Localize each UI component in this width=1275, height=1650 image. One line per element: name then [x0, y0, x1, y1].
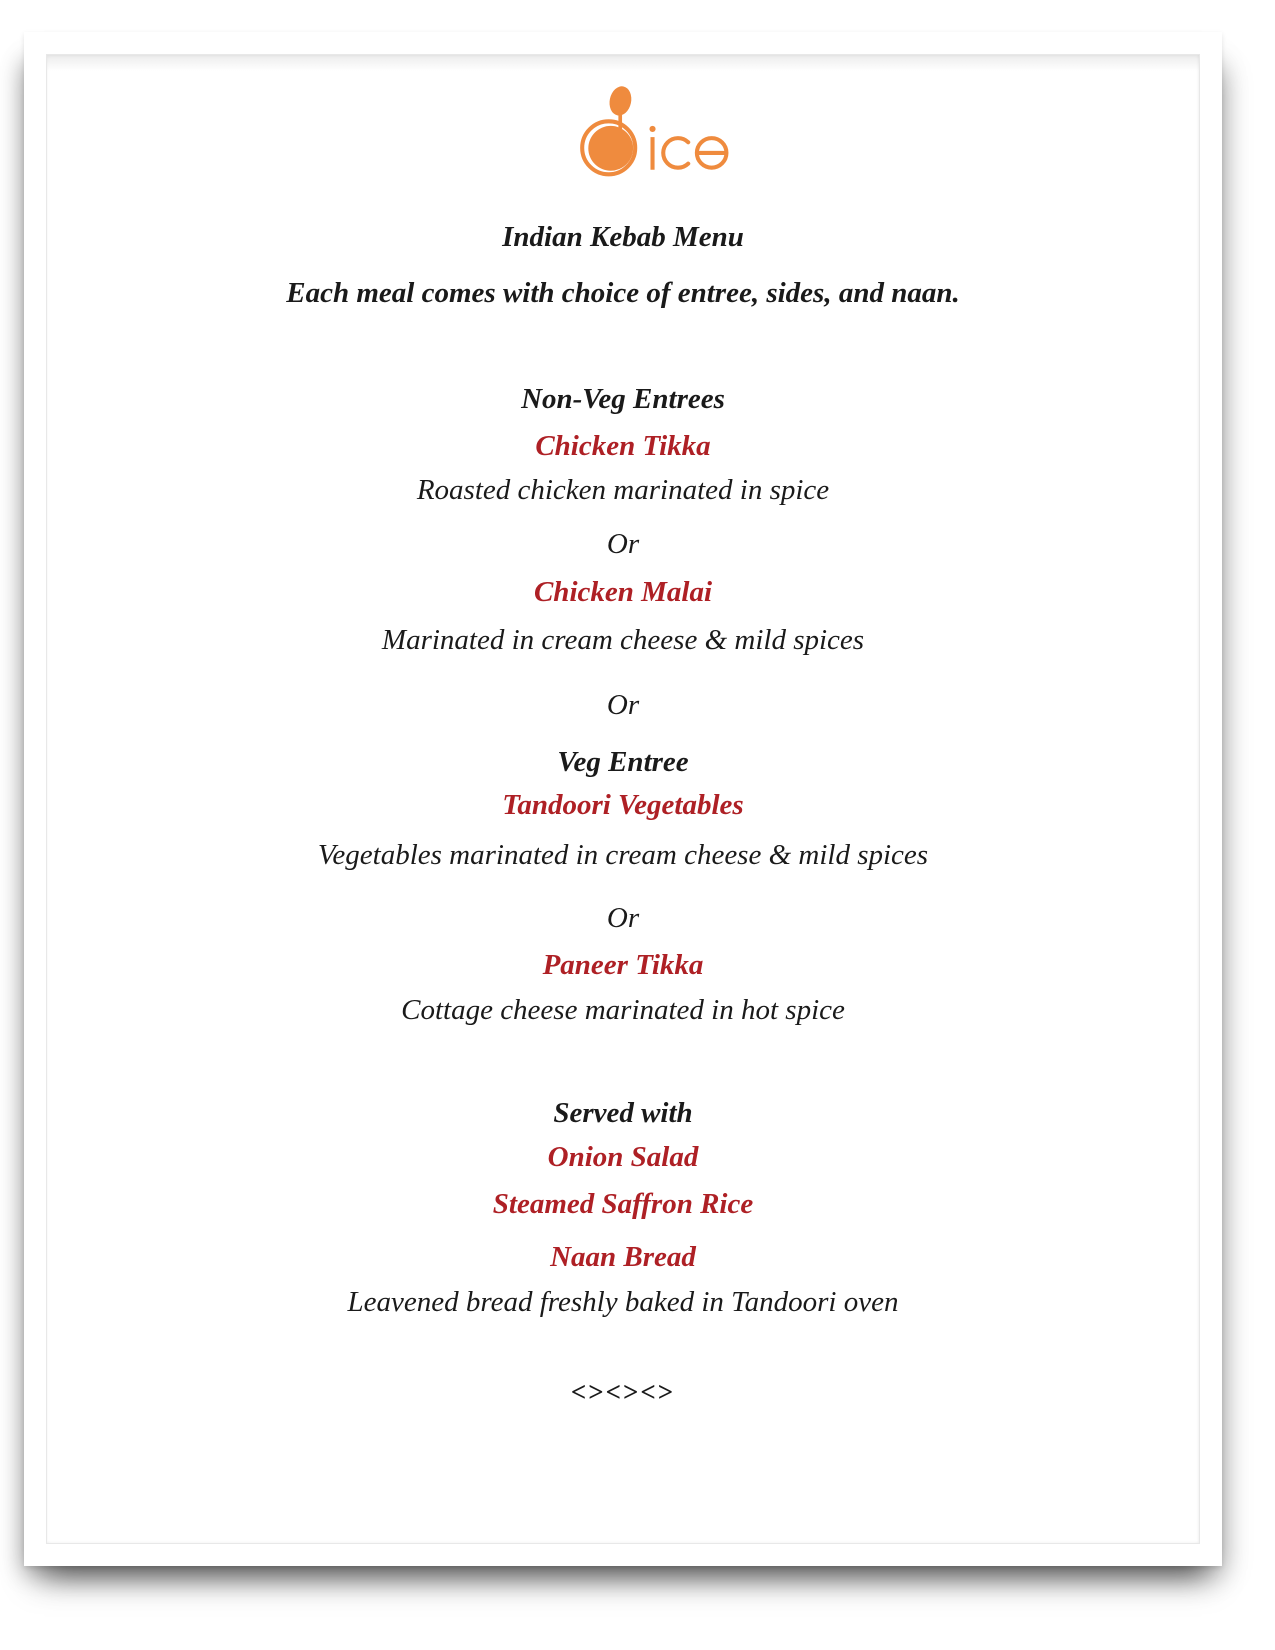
- item-name-chicken-malai: Chicken Malai: [533, 576, 713, 608]
- letter-i-stem: [650, 137, 654, 170]
- item-name-chicken-tikka: Chicken Tikka: [535, 430, 711, 462]
- or-separator: Or: [606, 689, 640, 721]
- dice-logo: [572, 83, 730, 179]
- or-separator: Or: [606, 528, 640, 560]
- letter-c: [663, 138, 688, 168]
- item-name-onion-salad: Onion Salad: [547, 1141, 699, 1173]
- section-header-served-with: Served with: [553, 1097, 693, 1129]
- plate-disc-icon: [588, 126, 633, 171]
- item-desc-chicken-tikka: Roasted chicken marinated in spice: [416, 474, 830, 506]
- letter-i-dot: [649, 126, 655, 132]
- dice-logo-icon: [572, 83, 730, 179]
- bottom-ornament: <><><>: [570, 1377, 676, 1407]
- item-desc-paneer-tikka: Cottage cheese marinated in hot spice: [401, 994, 845, 1026]
- item-name-paneer-tikka: Paneer Tikka: [542, 949, 704, 981]
- or-separator: Or: [606, 902, 640, 934]
- item-desc-naan-bread: Leavened bread freshly baked in Tandoori oven: [347, 1286, 899, 1318]
- item-desc-tandoori-vegetables: Vegetables marinated in cream cheese & mild spices: [317, 839, 929, 871]
- item-name-tandoori-vegetables: Tandoori Vegetables: [502, 789, 744, 821]
- section-header-veg: Veg Entree: [557, 746, 689, 778]
- menu-subtitle: Each meal comes with choice of entree, sides, and naan.: [286, 277, 960, 309]
- menu-page: [46, 54, 1200, 1544]
- item-name-steamed-saffron-rice: Steamed Saffron Rice: [492, 1188, 754, 1220]
- menu-title: Indian Kebab Menu: [502, 221, 744, 253]
- item-name-naan-bread: Naan Bread: [550, 1241, 696, 1273]
- item-desc-chicken-malai: Marinated in cream cheese & mild spices: [381, 624, 865, 656]
- menu-card: [24, 32, 1222, 1566]
- section-header-non-veg: Non-Veg Entrees: [521, 383, 725, 415]
